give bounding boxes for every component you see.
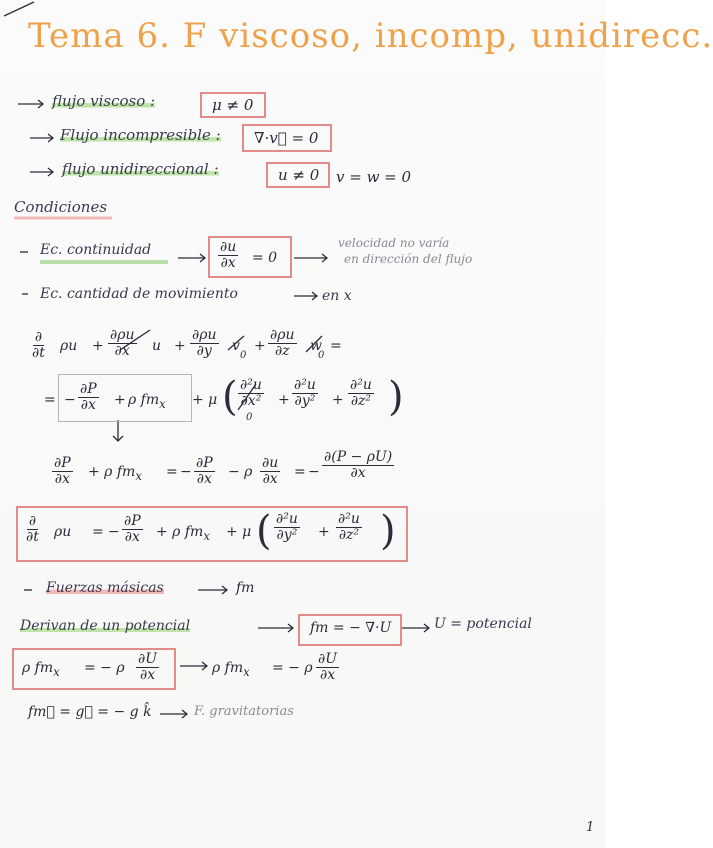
eq5-eq2: = − ρ — [272, 660, 313, 676]
continuidad-eq: = 0 — [252, 250, 278, 266]
continuidad-note-1: velocidad no varía — [338, 236, 450, 250]
eq5-lhs: ρ $fm_x$ — [22, 660, 60, 679]
def-unidir-label: flujo unidireccional : — [62, 160, 219, 178]
eq2-lpar: ( — [222, 374, 238, 420]
eq1-t1-var: ρu — [60, 338, 78, 354]
eq3-rho: − ρ — [228, 464, 253, 480]
eq2-force: ρ $fm_x$ — [128, 392, 166, 411]
potencial-after: U = potencial — [434, 616, 532, 632]
eq2-plus-3: + — [332, 392, 344, 408]
grav-eq: fm⃗ = g⃗ = − g k̂ — [28, 704, 152, 720]
eq2-b-frac: $\frac{\text{∂²u}}{\text{∂y²}}$ — [294, 377, 316, 409]
eq3-m3-frac: $\frac{\partial u}{\partial x}$ — [262, 455, 279, 487]
eq2-p-frac: $\frac{\partial P}{\partial x}$ — [80, 381, 97, 413]
eq5-eq: = − ρ — [84, 660, 125, 676]
eq1-t4-var: w — [310, 338, 322, 354]
eq5-frac-2: $\frac{\partial U}{\partial x}$ — [318, 651, 338, 683]
potencial-eq: fm = − ∇·U — [310, 620, 392, 636]
eq2-rpar: ) — [388, 374, 404, 420]
eq1-t3-var: v — [232, 338, 240, 354]
eq4-p-frac: $\frac{\partial P}{\partial x}$ — [124, 513, 141, 545]
eq4-plus: + — [318, 524, 330, 540]
eq2-minus: − — [64, 392, 76, 408]
eq4-rpar: ) — [380, 508, 396, 554]
eq1-plus-2: + — [174, 338, 186, 354]
eq4-c-frac: $\frac{\text{∂²u}}{\text{∂z²}}$ — [338, 511, 360, 543]
def-incomp-eq: ∇·v⃗ = 0 — [254, 129, 319, 147]
eq2-plus: + — [114, 392, 126, 408]
eq4-t1-frac: ∂ ∂t — [26, 513, 39, 545]
def-unidir-eq: u ≠ 0 — [278, 166, 320, 184]
fuerzas-after: fm — [236, 580, 255, 596]
eq1-t3-zero: 0 — [240, 350, 247, 361]
eq1-plus-1: + — [92, 338, 104, 354]
def-unidir-after: v = w = 0 — [336, 168, 412, 186]
eq4-eq: = — [92, 524, 104, 540]
eq5-rhs: ρ $fm_x$ — [212, 660, 250, 679]
continuidad-label: Ec. continuidad — [40, 242, 152, 258]
grav-after: F. gravitatorias — [194, 704, 294, 719]
eq3-eq2: = — [294, 464, 306, 480]
eq1-t4-frac: $\frac{\partial\rho u}{\partial z}$ — [270, 327, 295, 359]
eq3-mid: + ρ $fm_x$ — [88, 464, 142, 483]
fuerzas-label: Fuerzas másicas — [46, 580, 164, 596]
page-title: Tema 6. F viscoso, incomp, unidirecc. — [28, 16, 713, 56]
potencial-label: Derivan de un potencial — [20, 618, 191, 634]
eq1-t1-frac: ∂ ∂t — [32, 329, 45, 361]
eq2-mu: + μ — [192, 392, 218, 408]
eq2-zero: 0 — [246, 412, 253, 423]
def-viscoso-eq: μ ≠ 0 — [212, 96, 254, 114]
eq1-t2-frac: $\frac{\partial\rho u}{\partial x}$ — [110, 327, 135, 359]
eq2-eq: = — [44, 392, 56, 408]
def-viscoso-label: flujo viscoso : — [52, 92, 156, 110]
def-incomp-label: Flujo incompresible : — [60, 126, 221, 144]
eq4-minus: − — [108, 524, 120, 540]
eq5-frac: $\frac{\partial U}{\partial x}$ — [138, 651, 158, 683]
eq3-eq: = — [166, 464, 178, 480]
eq2-plus-2: + — [278, 392, 290, 408]
eq4-lpar: ( — [256, 508, 272, 554]
eq3-minus-2: − — [308, 464, 320, 480]
eq3-lhs-frac: $\frac{\partial P}{\partial x}$ — [54, 455, 71, 487]
eq1-t3-frac: $\frac{\partial\rho u}{\partial y}$ — [192, 327, 217, 359]
movimiento-after: en x — [322, 288, 352, 304]
eq4-mu: + μ — [226, 524, 252, 540]
eq1-t4-zero: 0 — [318, 350, 325, 361]
eq1-t2-var: u — [152, 338, 162, 354]
eq3-minus: − — [180, 464, 192, 480]
eq2-a-frac: $\frac{\text{∂²u}}{\text{∂x²}}$ — [240, 377, 262, 409]
eq3-m2-frac: $\frac{\partial P}{\partial x}$ — [196, 455, 213, 487]
eq2-c-frac: $\frac{\text{∂²u}}{\text{∂z²}}$ — [350, 377, 372, 409]
eq3-m4-frac: $\frac{\partial(P - \rho U)}{\partial x}$ — [324, 449, 393, 481]
eq4-force: + ρ $fm_x$ — [156, 524, 210, 543]
continuidad-frac: $\frac{\partial u}{\partial x}$ — [220, 239, 237, 271]
eq1-plus-3: + — [254, 338, 266, 354]
continuidad-note-2: en dirección del flujo — [344, 252, 473, 266]
eq1-eq: = — [330, 338, 342, 354]
condiciones-heading: Condiciones — [14, 198, 108, 216]
eq4-t1-var: ρu — [54, 524, 72, 540]
movimiento-label: Ec. cantidad de movimiento — [40, 286, 238, 302]
corner-stroke — [4, 2, 34, 16]
page-number: 1 — [586, 820, 595, 835]
eq4-b-frac: $\frac{\text{∂²u}}{\text{∂y²}}$ — [276, 511, 298, 543]
